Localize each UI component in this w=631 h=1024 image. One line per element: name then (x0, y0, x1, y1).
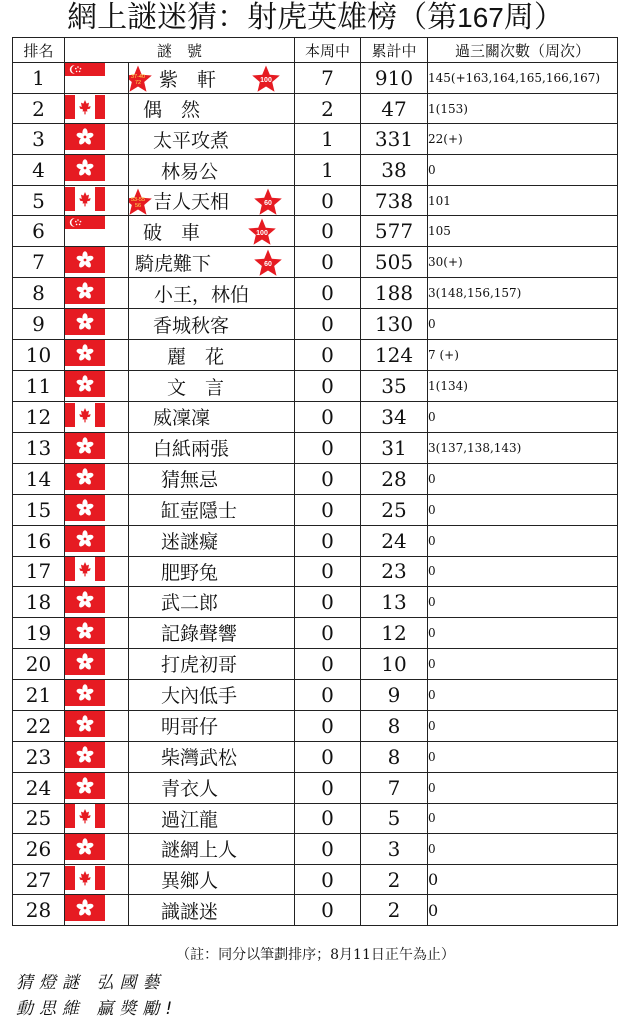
flag-cell (65, 895, 129, 926)
total-hits-cell: 8 (361, 710, 428, 741)
streak-cell: 0 (428, 525, 618, 556)
table-row (13, 186, 618, 216)
flag-cell (65, 741, 129, 772)
flag-cell (65, 216, 129, 247)
week-hits-cell: 0 (295, 556, 361, 586)
player-name: 猜無忌 (161, 469, 219, 492)
rank-cell: 28 (13, 895, 65, 926)
rank-cell: 19 (13, 617, 65, 648)
week-hits-cell: 2 (295, 94, 361, 124)
total-hits-cell: 2 (361, 864, 428, 894)
total-hits-cell: 910 (361, 63, 428, 94)
streak-cell: 0 (428, 648, 618, 679)
flag-cell (65, 494, 129, 525)
singapore-flag-icon (65, 63, 105, 93)
player-name: 林易公 (161, 160, 219, 183)
title-prefix: 網上謎迷猜：射虎英雄榜（第 (67, 0, 458, 35)
hongkong-flag-icon (65, 742, 105, 772)
flag-cell (65, 340, 129, 371)
flag-cell (65, 309, 129, 340)
svg-text:56: 56 (134, 203, 142, 210)
flag-cell (65, 586, 129, 617)
hongkong-flag-icon (65, 773, 105, 803)
badge-star-icon (129, 64, 154, 94)
total-hits-cell: 10 (361, 648, 428, 679)
player-name: 文 言 (167, 376, 225, 399)
canada-flag-icon (65, 804, 105, 832)
badge-star-icon (251, 64, 281, 94)
name-cell (129, 648, 295, 679)
flag-cell (65, 525, 129, 556)
week-hits-cell: 0 (295, 741, 361, 772)
total-hits-cell: 38 (361, 155, 428, 186)
total-hits-cell: 25 (361, 494, 428, 525)
table-row (13, 617, 618, 648)
flag-cell (65, 63, 129, 94)
flag-cell (65, 124, 129, 155)
flag-cell (65, 679, 129, 710)
table-row (13, 864, 618, 894)
week-hits-cell: 0 (295, 648, 361, 679)
hongkong-flag-icon (65, 834, 105, 864)
flag-cell (65, 463, 129, 494)
streak-cell: 0 (428, 617, 618, 648)
title-week-number: 167 (457, 2, 504, 33)
rank-cell: 2 (13, 94, 65, 124)
player-name: 謎網上人 (161, 839, 238, 862)
week-hits-cell: 0 (295, 772, 361, 803)
total-hits-cell: 35 (361, 371, 428, 402)
svg-text:100: 100 (260, 77, 272, 84)
player-name: 香城秋客 (153, 314, 230, 337)
week-hits-cell: 0 (295, 617, 361, 648)
table-row (13, 525, 618, 556)
streak-cell: 0 (428, 895, 618, 926)
table-row (13, 741, 618, 772)
hongkong-flag-icon (65, 433, 105, 463)
canada-flag-icon (65, 95, 105, 123)
hongkong-flag-icon (65, 495, 105, 525)
name-cell (129, 124, 295, 155)
rank-cell: 7 (13, 247, 65, 278)
week-hits-cell: 0 (295, 803, 361, 833)
rank-cell: 14 (13, 463, 65, 494)
player-name: 白紙兩張 (153, 438, 230, 461)
rank-cell: 18 (13, 586, 65, 617)
name-cell (129, 833, 295, 864)
total-hits-cell: 505 (361, 247, 428, 278)
flag-cell (65, 556, 129, 586)
rank-cell: 1 (13, 63, 65, 94)
name-cell (129, 772, 295, 803)
table-row (13, 494, 618, 525)
rank-cell: 13 (13, 432, 65, 463)
streak-cell: 0 (428, 772, 618, 803)
week-hits-cell: 0 (295, 494, 361, 525)
table-row (13, 895, 618, 926)
rank-cell: 9 (13, 309, 65, 340)
rank-cell: 15 (13, 494, 65, 525)
rank-cell: 10 (13, 340, 65, 371)
canada-flag-icon (65, 557, 105, 585)
rank-cell: 11 (13, 371, 65, 402)
hongkong-flag-icon (65, 247, 105, 277)
name-cell (129, 340, 295, 371)
streak-cell: 1(153) (428, 94, 618, 124)
page-title (0, 0, 631, 36)
week-hits-cell: 0 (295, 432, 361, 463)
flag-cell (65, 833, 129, 864)
flag-cell (65, 402, 129, 432)
week-hits-cell: 1 (295, 124, 361, 155)
name-cell (129, 556, 295, 586)
streak-cell: 7 (+) (428, 340, 618, 371)
player-name: 打虎初哥 (161, 654, 238, 677)
total-hits-cell: 13 (361, 586, 428, 617)
hongkong-flag-icon (65, 649, 105, 679)
week-hits-cell: 7 (295, 63, 361, 94)
canada-flag-icon (65, 187, 105, 215)
table-row (13, 648, 618, 679)
slogan-line-2: 動思維 贏獎勵! (16, 999, 179, 1019)
name-cell (129, 63, 295, 94)
player-name: 大內低手 (161, 685, 238, 708)
streak-cell: 0 (428, 402, 618, 432)
total-hits-cell: 124 (361, 340, 428, 371)
player-name: 識謎迷 (161, 900, 219, 923)
name-cell (129, 895, 295, 926)
player-name: 異鄉人 (161, 870, 219, 893)
streak-cell: 105 (428, 216, 618, 247)
name-cell (129, 278, 295, 309)
week-hits-cell: 0 (295, 586, 361, 617)
name-cell (129, 741, 295, 772)
total-hits-cell: 331 (361, 124, 428, 155)
table-row (13, 402, 618, 432)
rank-cell: 25 (13, 803, 65, 833)
total-hits-cell: 7 (361, 772, 428, 803)
streak-cell: 3(137,138,143) (428, 432, 618, 463)
table-row (13, 556, 618, 586)
name-cell (129, 309, 295, 340)
svg-text:53-55: 53-55 (130, 197, 146, 204)
table-row (13, 278, 618, 309)
total-hits-cell: 5 (361, 803, 428, 833)
total-hits-cell: 34 (361, 402, 428, 432)
name-cell (129, 247, 295, 278)
header-total: 累計中 (361, 38, 428, 63)
header-week: 本周中 (295, 38, 361, 63)
week-hits-cell: 0 (295, 864, 361, 894)
total-hits-cell: 28 (361, 463, 428, 494)
name-cell (129, 186, 295, 216)
streak-cell: 0 (428, 679, 618, 710)
week-hits-cell: 0 (295, 463, 361, 494)
table-row (13, 309, 618, 340)
player-name: 紫 軒 (159, 68, 217, 91)
table-row (13, 833, 618, 864)
week-hits-cell: 0 (295, 895, 361, 926)
streak-cell: 0 (428, 803, 618, 833)
streak-cell: 0 (428, 309, 618, 340)
player-name: 肥野兔 (161, 561, 219, 584)
table-row (13, 63, 618, 94)
player-name: 小王，林伯 (154, 283, 250, 306)
hongkong-flag-icon (65, 587, 105, 617)
name-cell (129, 494, 295, 525)
svg-text:100: 100 (256, 230, 268, 238)
total-hits-cell: 12 (361, 617, 428, 648)
week-hits-cell: 0 (295, 710, 361, 741)
streak-cell: 0 (428, 864, 618, 894)
flag-cell (65, 432, 129, 463)
flag-cell (65, 186, 129, 216)
rank-cell: 20 (13, 648, 65, 679)
week-hits-cell: 0 (295, 309, 361, 340)
flag-cell (65, 247, 129, 278)
flag-cell (65, 155, 129, 186)
svg-text:60: 60 (264, 200, 272, 208)
name-cell (129, 710, 295, 741)
streak-cell: 0 (428, 155, 618, 186)
rank-cell: 26 (13, 833, 65, 864)
flag-cell (65, 617, 129, 648)
total-hits-cell: 2 (361, 895, 428, 926)
total-hits-cell: 577 (361, 216, 428, 247)
streak-cell: 1(134) (428, 371, 618, 402)
svg-text:37-40: 37-40 (130, 74, 146, 80)
total-hits-cell: 188 (361, 278, 428, 309)
table-row (13, 463, 618, 494)
player-name: 吉人天相 (153, 191, 230, 214)
player-name: 騎虎難下 (135, 252, 212, 275)
streak-cell: 145(+163,164,165,166,167) (428, 63, 618, 94)
name-cell (129, 216, 295, 247)
week-hits-cell: 0 (295, 278, 361, 309)
week-hits-cell: 0 (295, 340, 361, 371)
slogan-line-1: 猜燈謎 弘國藝 (16, 973, 166, 993)
rank-cell: 27 (13, 864, 65, 894)
rank-cell: 6 (13, 216, 65, 247)
week-hits-cell: 0 (295, 216, 361, 247)
rank-cell: 23 (13, 741, 65, 772)
streak-cell: 0 (428, 833, 618, 864)
header-name: 謎 號 (65, 38, 295, 63)
svg-text:72: 72 (134, 80, 142, 86)
table-row (13, 803, 618, 833)
hongkong-flag-icon (65, 340, 105, 370)
rank-cell: 22 (13, 710, 65, 741)
name-cell (129, 371, 295, 402)
table-row (13, 247, 618, 278)
flag-cell (65, 94, 129, 124)
player-name: 威凜凜 (153, 407, 211, 430)
week-hits-cell: 0 (295, 247, 361, 278)
footnote: （註：同分以筆劃排序；8月11日正午為止） (176, 947, 455, 963)
table-row (13, 432, 618, 463)
singapore-flag-icon (65, 216, 105, 246)
player-name: 太平攻煮 (153, 129, 230, 152)
streak-cell: 30(+) (428, 247, 618, 278)
flag-cell (65, 710, 129, 741)
rank-cell: 5 (13, 186, 65, 216)
table-row (13, 216, 618, 247)
table-row (13, 124, 618, 155)
week-hits-cell: 0 (295, 186, 361, 216)
week-hits-cell: 0 (295, 525, 361, 556)
leaderboard-table (12, 37, 618, 926)
streak-cell: 0 (428, 741, 618, 772)
streak-cell: 101 (428, 186, 618, 216)
player-name: 明哥仔 (161, 716, 219, 739)
player-name: 麗 花 (167, 345, 225, 368)
hongkong-flag-icon (65, 618, 105, 648)
table-header-row (13, 38, 618, 63)
flag-cell (65, 803, 129, 833)
hongkong-flag-icon (65, 309, 105, 339)
hongkong-flag-icon (65, 155, 105, 185)
week-hits-cell: 1 (295, 155, 361, 186)
player-name: 記錄聲響 (161, 623, 238, 646)
name-cell (129, 525, 295, 556)
rank-cell: 24 (13, 772, 65, 803)
table-row (13, 586, 618, 617)
total-hits-cell: 738 (361, 186, 428, 216)
table-row (13, 710, 618, 741)
flag-cell (65, 772, 129, 803)
total-hits-cell: 47 (361, 94, 428, 124)
streak-cell: 22(+) (428, 124, 618, 155)
name-cell (129, 586, 295, 617)
player-name: 缸壺隱士 (161, 500, 238, 523)
rank-cell: 12 (13, 402, 65, 432)
hongkong-flag-icon (65, 711, 105, 741)
name-cell (129, 155, 295, 186)
table-row (13, 340, 618, 371)
player-name: 青衣人 (161, 778, 219, 801)
hongkong-flag-icon (65, 278, 105, 308)
total-hits-cell: 9 (361, 679, 428, 710)
player-name: 武二郎 (161, 592, 219, 615)
header-rank: 排名 (13, 38, 65, 63)
flag-cell (65, 864, 129, 894)
week-hits-cell: 0 (295, 402, 361, 432)
player-name: 迷謎癡 (161, 531, 219, 554)
name-cell (129, 463, 295, 494)
name-cell (129, 864, 295, 894)
rank-cell: 4 (13, 155, 65, 186)
canada-flag-icon (65, 866, 105, 894)
player-name: 破 車 (143, 221, 201, 244)
rank-cell: 3 (13, 124, 65, 155)
flag-cell (65, 648, 129, 679)
badge-star-icon (253, 248, 283, 278)
flag-cell (65, 371, 129, 402)
name-cell (129, 432, 295, 463)
hongkong-flag-icon (65, 464, 105, 494)
week-hits-cell: 0 (295, 679, 361, 710)
hongkong-flag-icon (65, 526, 105, 556)
svg-text:60: 60 (264, 261, 272, 269)
rank-cell: 16 (13, 525, 65, 556)
player-name: 柴灣武松 (161, 747, 238, 770)
streak-cell: 0 (428, 586, 618, 617)
table-row (13, 94, 618, 124)
name-cell (129, 617, 295, 648)
total-hits-cell: 8 (361, 741, 428, 772)
name-cell (129, 679, 295, 710)
total-hits-cell: 24 (361, 525, 428, 556)
flag-cell (65, 278, 129, 309)
name-cell (129, 94, 295, 124)
hongkong-flag-icon (65, 371, 105, 401)
table-row (13, 772, 618, 803)
week-hits-cell: 0 (295, 833, 361, 864)
badge-star-icon (129, 187, 154, 216)
header-streak: 過三關次數（周次） (428, 38, 618, 63)
week-hits-cell: 0 (295, 371, 361, 402)
hongkong-flag-icon (65, 124, 105, 154)
streak-cell: 0 (428, 463, 618, 494)
rank-cell: 21 (13, 679, 65, 710)
name-cell (129, 402, 295, 432)
badge-star-icon (253, 187, 283, 216)
rank-cell: 8 (13, 278, 65, 309)
hongkong-flag-icon (65, 895, 105, 925)
rank-cell: 17 (13, 556, 65, 586)
total-hits-cell: 31 (361, 432, 428, 463)
hongkong-flag-icon (65, 680, 105, 710)
table-row (13, 371, 618, 402)
streak-cell: 0 (428, 710, 618, 741)
player-name: 偶 然 (143, 99, 201, 122)
badge-star-icon (247, 217, 277, 247)
title-suffix: 周） (503, 0, 564, 35)
canada-flag-icon (65, 403, 105, 431)
streak-cell: 0 (428, 556, 618, 586)
streak-cell: 0 (428, 494, 618, 525)
total-hits-cell: 130 (361, 309, 428, 340)
total-hits-cell: 3 (361, 833, 428, 864)
player-name: 過江龍 (161, 808, 219, 831)
streak-cell: 3(148,156,157) (428, 278, 618, 309)
table-row (13, 155, 618, 186)
name-cell (129, 803, 295, 833)
table-row (13, 679, 618, 710)
total-hits-cell: 23 (361, 556, 428, 586)
